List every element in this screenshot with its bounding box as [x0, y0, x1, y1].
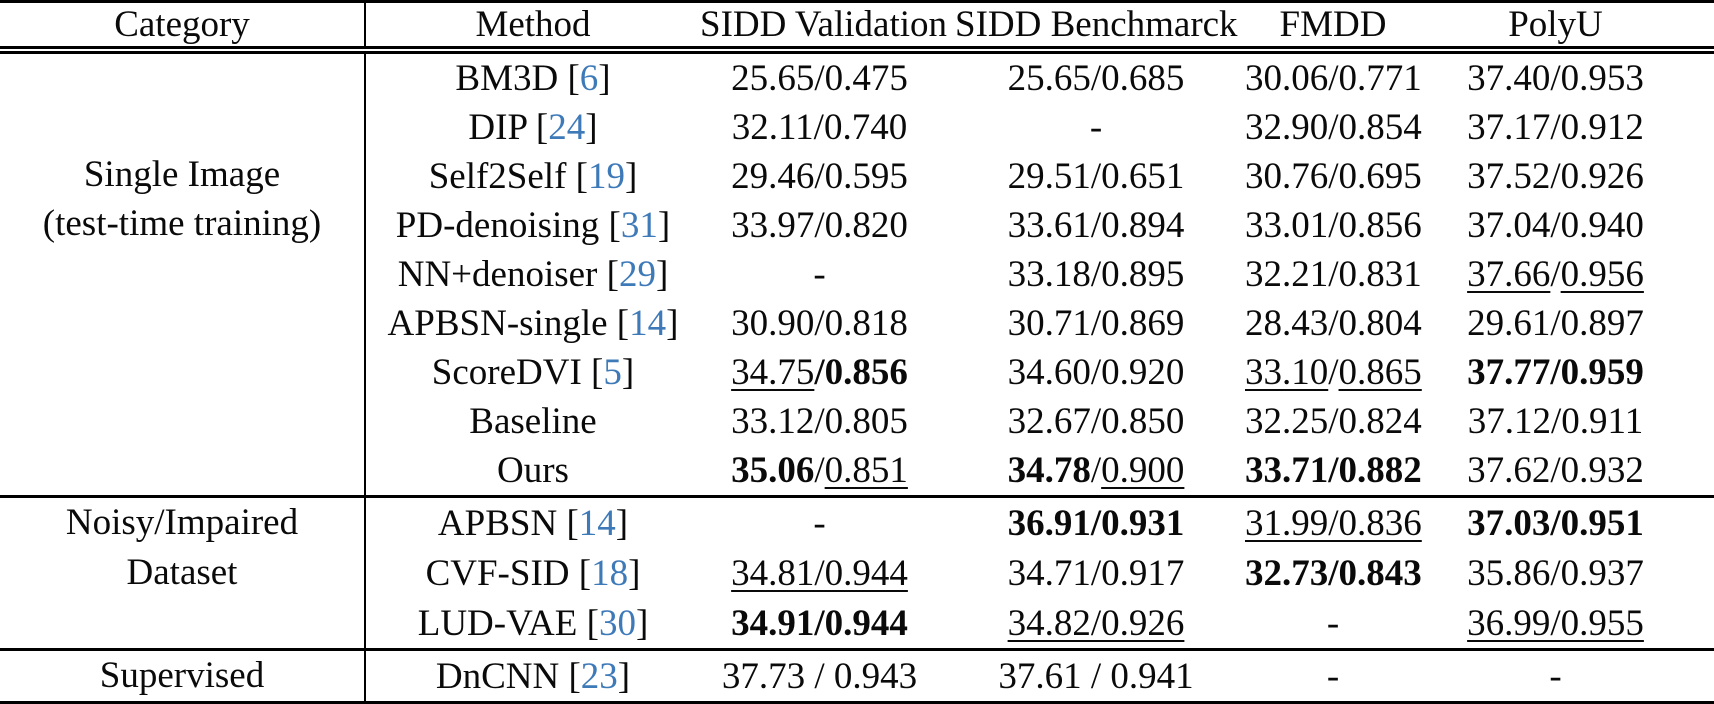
psnr-ssim-value: 30.76/0.695	[1245, 156, 1422, 197]
header-row	[0, 2, 1714, 51]
psnr-ssim-value: 32.67/0.850	[1007, 401, 1185, 442]
psnr-ssim-value: /	[1090, 450, 1102, 491]
psnr-ssim-value: 37.52/0.926	[1467, 156, 1644, 197]
psnr-ssim-value: -	[1326, 655, 1340, 697]
method-cell: APBSN [14]	[437, 502, 629, 544]
metric-cell	[1445, 348, 1714, 397]
metric-cell	[1245, 50, 1445, 103]
metric-cell	[700, 103, 955, 152]
psnr-ssim-value: /	[1328, 352, 1339, 393]
metric-cell	[955, 250, 1245, 299]
column-header-sidd-validation: SIDD Validation	[700, 2, 955, 51]
psnr-ssim-value: 0.865	[1338, 352, 1422, 393]
method-name: Self2Self	[428, 156, 567, 197]
psnr-ssim-value: /	[1550, 254, 1561, 295]
psnr-ssim-value: 34.78	[1007, 450, 1091, 491]
category-label-line: Dataset	[126, 552, 238, 593]
metric-cell	[1445, 446, 1714, 497]
category-label-line: Single Image	[83, 154, 281, 195]
method-name: Ours	[497, 450, 569, 491]
psnr-ssim-value: 32.11/0.740	[731, 107, 908, 148]
column-header-polyu: PolyU	[1445, 2, 1714, 51]
metric-cell	[700, 548, 955, 598]
psnr-ssim-value: 29.51/0.651	[1007, 156, 1185, 197]
method-cell: LUD-VAE [30]	[365, 598, 700, 650]
psnr-ssim-value: 37.77/0.959	[1467, 352, 1644, 393]
citation-link[interactable]: 18	[591, 552, 629, 594]
citation-link[interactable]: 14	[578, 502, 616, 544]
psnr-ssim-value: 35.86/0.937	[1467, 552, 1644, 594]
psnr-ssim-value: 0.956	[1560, 254, 1644, 295]
psnr-ssim-value: 0.851	[824, 450, 908, 491]
method-cell: CVF-SID [18]	[425, 552, 641, 594]
metric-cell	[955, 201, 1245, 250]
psnr-ssim-value: -	[813, 502, 826, 544]
method-name: PD-denoising	[395, 205, 600, 246]
psnr-ssim-value: 36.99/0.955	[1467, 602, 1644, 644]
psnr-ssim-value: 33.71/0.882	[1245, 450, 1422, 491]
metric-cell	[1245, 299, 1445, 348]
metric-cell	[700, 50, 955, 103]
method-name: CVF-SID	[425, 552, 570, 594]
method-name: NN+denoiser	[397, 254, 598, 295]
method-cell: ScoreDVI [5]	[431, 352, 635, 393]
method-cell: Self2Self [19]	[428, 156, 638, 197]
metric-cell	[1445, 50, 1714, 103]
citation-link[interactable]: 31	[620, 205, 658, 246]
psnr-ssim-value: 37.66	[1467, 254, 1551, 295]
method-cell: DnCNN [23]	[365, 650, 700, 703]
psnr-ssim-value: 37.03/0.951	[1467, 502, 1644, 544]
metric-cell	[1245, 348, 1445, 397]
psnr-ssim-value: 34.81/0.944	[731, 552, 908, 594]
psnr-ssim-value: 37.04/0.940	[1467, 205, 1644, 246]
psnr-ssim-value: 34.82/0.926	[1007, 602, 1185, 644]
metric-cell	[955, 548, 1245, 598]
metric-cell	[700, 650, 955, 703]
metric-cell	[700, 497, 955, 549]
table-header	[0, 2, 1714, 51]
metric-cell	[1445, 152, 1714, 201]
psnr-ssim-value: 37.61 / 0.941	[998, 655, 1194, 697]
method-cell: APBSN-single [14]	[387, 303, 679, 344]
psnr-ssim-value: 37.62/0.932	[1467, 450, 1644, 491]
psnr-ssim-value: 37.12/0.911	[1467, 401, 1644, 442]
metric-cell	[955, 598, 1245, 650]
table-row-bm3d	[0, 50, 1714, 103]
method-cell: NN+denoiser [29]	[397, 254, 669, 295]
psnr-ssim-value: 34.71/0.917	[1007, 552, 1185, 594]
method-cell: PD-denoising [31]	[395, 205, 671, 246]
psnr-ssim-value: 32.73/0.843	[1245, 552, 1422, 594]
metric-cell	[955, 348, 1245, 397]
psnr-ssim-value: 0.900	[1101, 450, 1185, 491]
psnr-ssim-value: -	[1549, 655, 1562, 697]
metric-cell	[955, 397, 1245, 446]
psnr-ssim-value: 33.61/0.894	[1007, 205, 1185, 246]
metric-cell	[1245, 446, 1445, 497]
citation-link[interactable]: 30	[598, 602, 636, 644]
method-name: Baseline	[469, 401, 597, 442]
method-cell	[365, 397, 700, 446]
psnr-ssim-value: 28.43/0.804	[1245, 303, 1422, 344]
metric-cell	[1445, 103, 1714, 152]
category-cell	[0, 497, 365, 650]
method-name: DIP	[468, 107, 527, 148]
psnr-ssim-value: 32.25/0.824	[1245, 401, 1422, 442]
psnr-ssim-value: /	[814, 450, 825, 491]
metric-cell	[955, 103, 1245, 152]
metric-cell	[1245, 250, 1445, 299]
psnr-ssim-value: -	[813, 254, 826, 295]
metric-cell	[1245, 152, 1445, 201]
psnr-ssim-value: 30.90/0.818	[731, 303, 908, 344]
method-name: APBSN	[437, 502, 558, 544]
psnr-ssim-value: 30.06/0.771	[1245, 58, 1422, 99]
psnr-ssim-value: -	[1326, 602, 1340, 644]
psnr-ssim-value: 36.91/0.931	[1007, 502, 1185, 544]
psnr-ssim-value: 29.61/0.897	[1467, 303, 1644, 344]
method-cell: DIP [24]	[468, 107, 598, 148]
metric-cell	[955, 152, 1245, 201]
metric-cell	[1445, 548, 1714, 598]
psnr-ssim-value: 34.60/0.920	[1007, 352, 1185, 393]
metric-cell	[955, 50, 1245, 103]
citation-link[interactable]: 23	[580, 655, 618, 697]
metric-cell	[955, 650, 1245, 703]
category-label-line: Supervised	[99, 655, 265, 696]
psnr-ssim-value: -	[1089, 107, 1103, 148]
metric-cell	[700, 598, 955, 650]
metric-cell	[1245, 397, 1445, 446]
psnr-ssim-value: 34.75	[731, 352, 815, 393]
method-name: LUD-VAE	[417, 602, 578, 644]
psnr-ssim-value: 29.46/0.595	[731, 156, 908, 197]
metric-cell	[1445, 201, 1714, 250]
psnr-ssim-value: 33.18/0.895	[1007, 254, 1185, 295]
psnr-ssim-value: 25.65/0.475	[731, 58, 908, 99]
table-row-apbsn	[0, 497, 1714, 549]
citation-link[interactable]: 6	[579, 58, 599, 99]
psnr-ssim-value: 33.97/0.820	[731, 205, 908, 246]
metric-cell	[700, 299, 955, 348]
psnr-ssim-value: 33.10	[1245, 352, 1329, 393]
metric-cell	[1245, 103, 1445, 152]
table-row-dncnn	[0, 650, 1714, 703]
citation-link[interactable]: 19	[587, 156, 625, 197]
psnr-ssim-value: /0.856	[814, 352, 908, 393]
psnr-ssim-value: 32.90/0.854	[1245, 107, 1422, 148]
metric-cell	[700, 446, 955, 497]
psnr-ssim-value: 35.06	[731, 450, 815, 491]
metric-cell	[1445, 650, 1714, 703]
citation-link[interactable]: 24	[548, 107, 586, 148]
metric-cell	[700, 201, 955, 250]
column-header-fmdd: FMDD	[1245, 2, 1445, 51]
method-name: DnCNN	[435, 655, 560, 697]
method-cell	[365, 446, 700, 497]
category-cell	[0, 650, 365, 703]
category-label-line: (test-time training)	[42, 203, 322, 244]
column-header-sidd-benchmarck: SIDD Benchmarck	[955, 2, 1245, 51]
metric-cell	[1245, 650, 1445, 703]
psnr-ssim-value: 37.73 / 0.943	[721, 655, 918, 697]
metric-cell	[1245, 201, 1445, 250]
metric-cell	[1445, 598, 1714, 650]
psnr-ssim-value: 33.12/0.805	[731, 401, 908, 442]
metric-cell	[700, 397, 955, 446]
metric-cell	[700, 152, 955, 201]
method-name: ScoreDVI	[431, 352, 582, 393]
psnr-ssim-value: 33.01/0.856	[1245, 205, 1422, 246]
metric-cell	[1445, 497, 1714, 549]
metric-cell	[1245, 598, 1445, 650]
metric-cell	[1445, 250, 1714, 299]
citation-link[interactable]: 29	[618, 254, 656, 295]
metric-cell	[1445, 299, 1714, 348]
metric-cell	[955, 446, 1245, 497]
metric-cell	[1245, 548, 1445, 598]
psnr-ssim-value: 30.71/0.869	[1007, 303, 1185, 344]
method-name: APBSN-single	[387, 303, 608, 344]
psnr-ssim-value: 31.99/0.836	[1245, 502, 1422, 544]
column-header-method: Method	[365, 2, 700, 51]
method-cell: BM3D [6]	[455, 58, 611, 99]
column-header-category: Category	[0, 2, 365, 51]
category-label-line: Noisy/Impaired	[65, 502, 299, 543]
metric-cell	[700, 348, 955, 397]
category-cell	[0, 50, 365, 497]
psnr-ssim-value: 32.21/0.831	[1245, 254, 1422, 295]
metric-cell	[1245, 497, 1445, 549]
metric-cell	[1445, 397, 1714, 446]
metric-cell	[700, 250, 955, 299]
metric-cell	[955, 497, 1245, 549]
psnr-ssim-value: 25.65/0.685	[1007, 58, 1185, 99]
metric-cell	[955, 299, 1245, 348]
psnr-ssim-value: 37.40/0.953	[1467, 58, 1644, 99]
method-name: BM3D	[455, 58, 559, 99]
citation-link[interactable]: 5	[603, 352, 622, 393]
psnr-ssim-value: 37.17/0.912	[1467, 107, 1644, 148]
table-body	[0, 50, 1714, 703]
citation-link[interactable]: 14	[629, 303, 667, 344]
psnr-ssim-value: 34.91/0.944	[731, 602, 908, 644]
